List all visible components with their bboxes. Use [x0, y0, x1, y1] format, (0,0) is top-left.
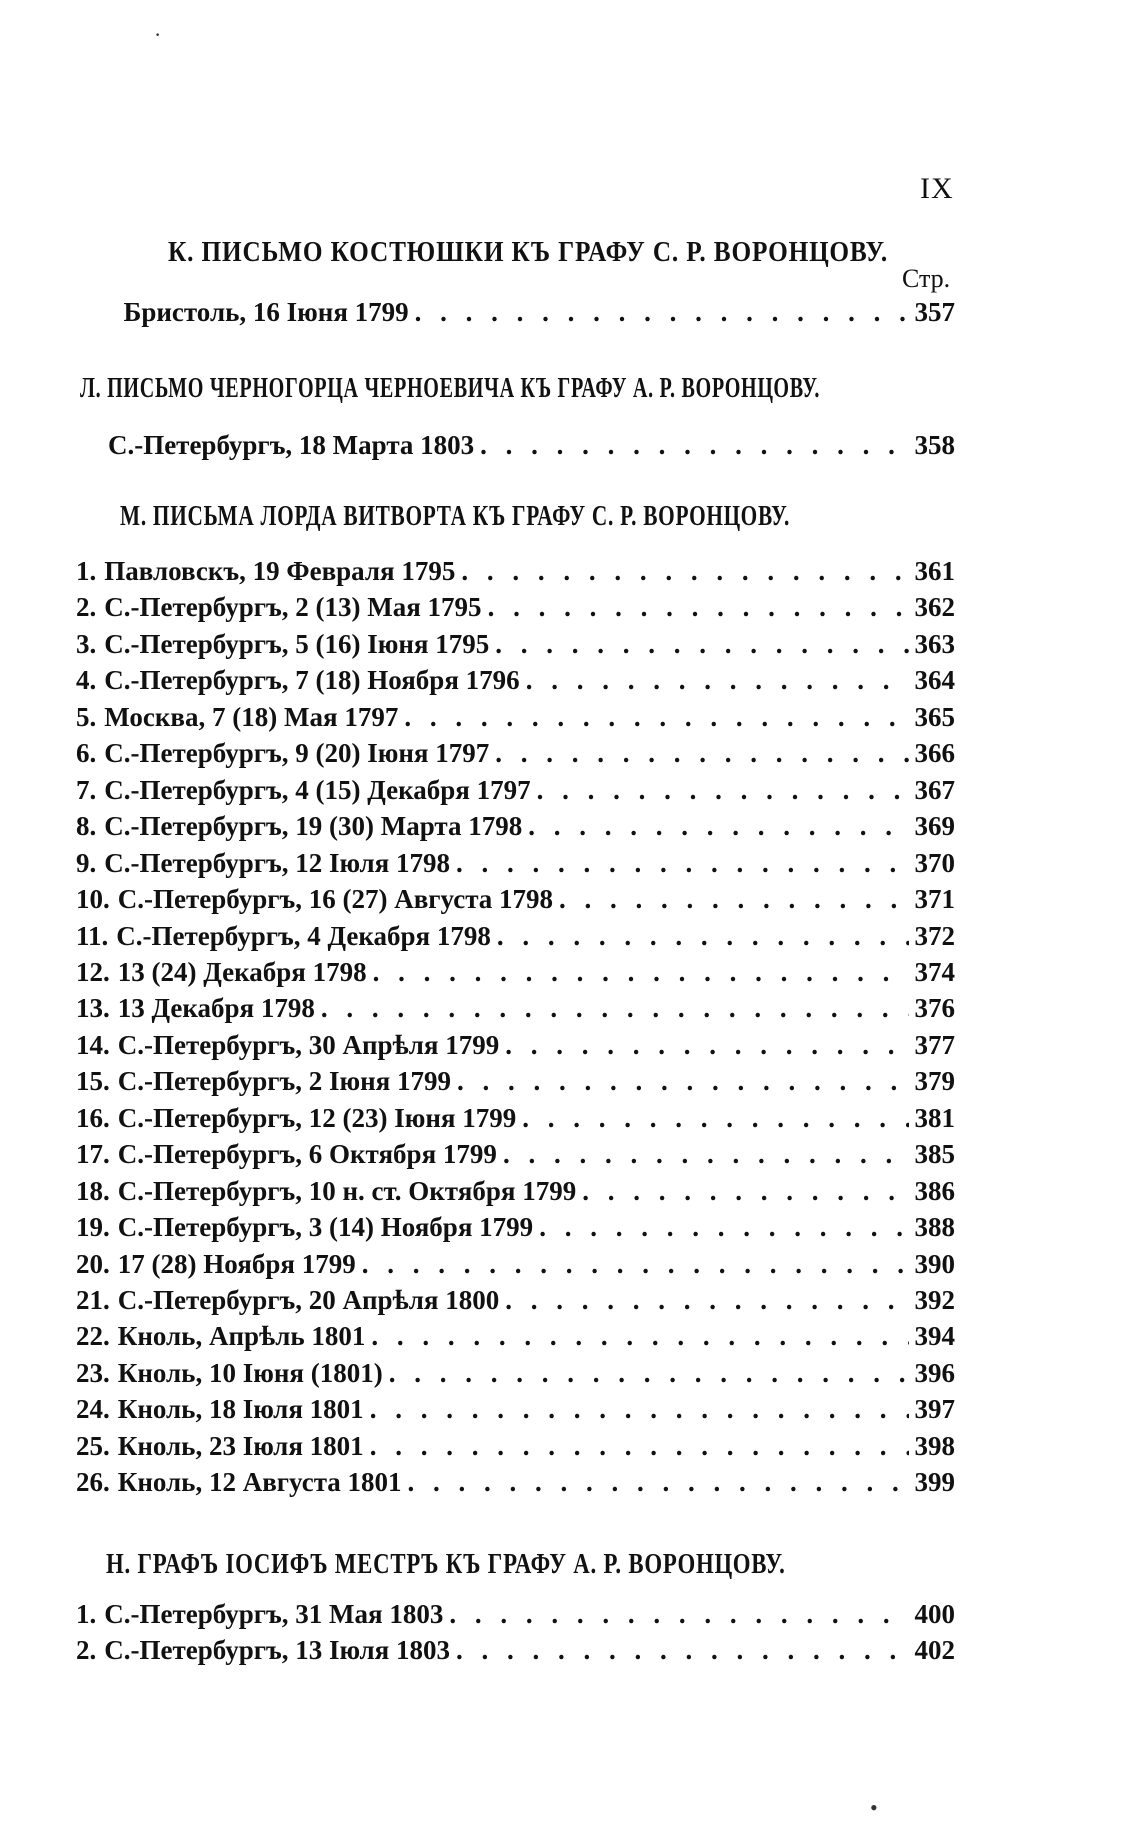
- entry-page: 402: [914, 1635, 955, 1665]
- toc-entry: [76, 592, 955, 626]
- entry-page: 357: [914, 297, 955, 327]
- print-speck: ·: [154, 22, 162, 47]
- entry-number: 19.: [76, 1212, 110, 1242]
- dot-leader: [537, 775, 909, 806]
- toc-entry: [76, 1467, 955, 1501]
- dot-leader: [449, 1599, 908, 1630]
- dot-leader: [389, 1358, 909, 1389]
- entry-page: 386: [914, 1176, 955, 1206]
- section-heading-k: К. ПИСЬМО КОСТЮШКИ КЪ ГРАФУ С. Р. ВОРОНЦОВУ.: [168, 236, 888, 268]
- entry-number: 14.: [76, 1030, 110, 1060]
- entry-number: 2.: [76, 592, 97, 622]
- entry-number: 20.: [76, 1249, 110, 1279]
- entry-number: 18.: [76, 1176, 110, 1206]
- section-heading-n: Н. ГРАФЪ ІОСИФЪ МЕСТРЪ КЪ ГРАФУ А. Р. ВОРОНЦОВУ.: [106, 1548, 786, 1580]
- entry-page: 365: [914, 702, 955, 732]
- entry-text: Бристоль, 16 Іюня 1799: [123, 297, 409, 327]
- section-heading-m: М. ПИСЬМА ЛОРДА ВИТВОРТА КЪ ГРАФУ С. Р. ВОРОНЦОВУ.: [120, 500, 791, 532]
- entry-page: 396: [914, 1358, 955, 1388]
- entry-number: 6.: [76, 738, 97, 768]
- dot-leader: [370, 1431, 909, 1462]
- entry-page: 366: [914, 738, 955, 768]
- toc-entry: [76, 1321, 955, 1355]
- entry-number: 26.: [76, 1467, 110, 1497]
- entry-page: 399: [914, 1467, 955, 1497]
- dot-leader: [371, 1321, 908, 1352]
- entry-text: С.-Петербургъ, 13 Іюля 1803: [104, 1635, 450, 1665]
- dot-leader: [495, 738, 908, 769]
- dot-leader: [370, 1394, 909, 1425]
- toc-entry: [76, 1030, 955, 1064]
- toc-entry: [76, 1103, 955, 1137]
- dot-leader: [497, 921, 909, 952]
- dot-leader: [505, 1285, 908, 1316]
- toc-entry: [76, 702, 955, 736]
- entry-number: 25.: [76, 1431, 110, 1461]
- entry-number: 8.: [76, 811, 97, 841]
- dot-leader: [457, 1066, 908, 1097]
- entry-page: 379: [914, 1066, 955, 1096]
- entry-number: 11.: [76, 921, 109, 951]
- entry-text: С.-Петербургъ, 7 (18) Ноября 1796: [104, 665, 520, 695]
- entry-number: 17.: [76, 1139, 110, 1169]
- entry-text: С.-Петербургъ, 12 Іюля 1798: [104, 848, 450, 878]
- toc-entry: [76, 1599, 955, 1633]
- entry-text: 13 (24) Декабря 1798: [117, 957, 367, 987]
- entry-page: 394: [914, 1321, 955, 1351]
- entry-text: С.-Петербургъ, 5 (16) Іюня 1795: [104, 629, 490, 659]
- entry-number: 10.: [76, 884, 110, 914]
- entry-text: С.-Петербургъ, 18 Марта 1803: [107, 430, 475, 460]
- toc-entry: [76, 1176, 955, 1210]
- entry-page: 363: [914, 629, 955, 659]
- entry-page: 397: [914, 1394, 955, 1424]
- entry-number: 16.: [76, 1103, 110, 1133]
- toc-entry: [76, 848, 955, 882]
- toc-entry: [100, 430, 955, 464]
- dot-leader: [522, 1103, 908, 1134]
- entry-text: Кноль, 10 Іюня (1801): [117, 1358, 383, 1388]
- toc-entry: [76, 775, 955, 809]
- toc-entry: [76, 1431, 955, 1465]
- toc-entry: [76, 1635, 955, 1669]
- entry-text: С.-Петербургъ, 20 Апрѣля 1800: [117, 1285, 500, 1315]
- entry-text: С.-Петербургъ, 12 (23) Іюня 1799: [117, 1103, 517, 1133]
- toc-entry: [76, 1066, 955, 1100]
- toc-entry: [76, 921, 955, 955]
- toc-entry: [76, 738, 955, 772]
- toc-entry: [120, 297, 955, 331]
- entry-page: 362: [914, 592, 955, 622]
- column-label: Стр.: [902, 264, 951, 293]
- entry-text: С.-Петербургъ, 30 Апрѣля 1799: [117, 1030, 500, 1060]
- entry-page: 374: [914, 957, 955, 987]
- dot-leader: [582, 1176, 908, 1207]
- dot-leader: [321, 993, 909, 1024]
- toc-entry: [76, 629, 955, 663]
- entry-text: 17 (28) Ноября 1799: [117, 1249, 356, 1279]
- toc-entry: [76, 884, 955, 918]
- entry-page: 376: [914, 993, 955, 1023]
- entry-text: Москва, 7 (18) Мая 1797: [104, 702, 399, 732]
- toc-entry: [76, 665, 955, 699]
- entry-number: 1.: [76, 1599, 97, 1629]
- dot-leader: [456, 1635, 909, 1666]
- entry-page: 398: [914, 1431, 955, 1461]
- entry-number: 3.: [76, 629, 97, 659]
- dot-leader: [488, 592, 909, 623]
- entry-page: 390: [914, 1249, 955, 1279]
- entry-number: 13.: [76, 993, 110, 1023]
- entry-number: 5.: [76, 702, 97, 732]
- dot-leader: [373, 957, 909, 988]
- entry-page: 369: [914, 811, 955, 841]
- dot-leader: [408, 1467, 909, 1498]
- entry-text: Кноль, 18 Іюля 1801: [117, 1394, 364, 1424]
- entry-number: 12.: [76, 957, 110, 987]
- toc-entry: [76, 1285, 955, 1319]
- entry-page: 377: [914, 1030, 955, 1060]
- dot-leader: [505, 1030, 908, 1061]
- entry-page: 381: [914, 1103, 955, 1133]
- entry-page: 371: [914, 884, 955, 914]
- entry-text: Павловскъ, 19 Февраля 1795: [104, 556, 456, 586]
- toc-entry: [76, 1212, 955, 1246]
- page-number: IX: [920, 172, 954, 205]
- entry-text: С.-Петербургъ, 2 Іюня 1799: [117, 1066, 452, 1096]
- dot-leader: [415, 297, 909, 328]
- entry-text: С.-Петербургъ, 31 Мая 1803: [104, 1599, 444, 1629]
- section-heading-l: Л. ПИСЬМО ЧЕРНОГОРЦА ЧЕРНОЕВИЧА КЪ ГРАФУ А. Р. ВОРОНЦОВУ.: [80, 372, 821, 404]
- entry-number: 7.: [76, 775, 97, 805]
- dot-leader: [539, 1212, 908, 1243]
- entry-page: 370: [914, 848, 955, 878]
- entry-text: С.-Петербургъ, 4 (15) Декабря 1797: [104, 775, 531, 805]
- entry-text: С.-Петербургъ, 10 н. ст. Октября 1799: [117, 1176, 577, 1206]
- entry-number: 21.: [76, 1285, 110, 1315]
- toc-entry: [76, 1139, 955, 1173]
- dot-leader: [559, 884, 908, 915]
- entry-text: С.-Петербургъ, 2 (13) Мая 1795: [104, 592, 482, 622]
- dot-leader: [480, 430, 908, 461]
- entry-text: Кноль, Апрѣль 1801: [117, 1321, 366, 1351]
- entry-text: С.-Петербургъ, 3 (14) Ноября 1799: [117, 1212, 534, 1242]
- dot-leader: [528, 811, 908, 842]
- entry-number: 4.: [76, 665, 97, 695]
- entry-number: 15.: [76, 1066, 110, 1096]
- entry-text: Кноль, 23 Іюля 1801: [117, 1431, 364, 1461]
- entry-text: С.-Петербургъ, 4 Декабря 1798: [116, 921, 491, 951]
- entry-text: С.-Петербургъ, 6 Октября 1799: [117, 1139, 497, 1169]
- entry-text: С.-Петербургъ, 16 (27) Августа 1798: [117, 884, 554, 914]
- dot-leader: [503, 1139, 909, 1170]
- entry-number: 23.: [76, 1358, 110, 1388]
- entry-page: 367: [914, 775, 955, 805]
- entry-number: 22.: [76, 1321, 110, 1351]
- entry-number: 1.: [76, 556, 97, 586]
- entry-page: 361: [914, 556, 955, 586]
- entry-number: 24.: [76, 1394, 110, 1424]
- entry-page: 385: [914, 1139, 955, 1169]
- entry-page: 358: [914, 430, 955, 460]
- dot-leader: [456, 848, 909, 879]
- toc-entry: [76, 556, 955, 590]
- entry-text: С.-Петербургъ, 9 (20) Іюня 1797: [104, 738, 490, 768]
- entry-number: 9.: [76, 848, 97, 878]
- dot-leader: [362, 1249, 909, 1280]
- entry-text: 13 Декабря 1798: [117, 993, 315, 1023]
- dot-leader: [404, 702, 908, 733]
- toc-entry: [76, 811, 955, 845]
- toc-entry: [76, 993, 955, 1027]
- toc-entry: [76, 1394, 955, 1428]
- entry-page: 388: [914, 1212, 955, 1242]
- entry-page: 364: [914, 665, 955, 695]
- entry-text: Кноль, 12 Августа 1801: [117, 1467, 402, 1497]
- print-speck: •: [870, 1795, 878, 1820]
- entry-page: 372: [914, 921, 955, 951]
- entry-text: С.-Петербургъ, 19 (30) Марта 1798: [104, 811, 523, 841]
- dot-leader: [495, 629, 908, 660]
- dot-leader: [526, 665, 909, 696]
- toc-entry: [76, 1249, 955, 1283]
- toc-entry: [76, 1358, 955, 1392]
- entry-page: 392: [914, 1285, 955, 1315]
- dot-leader: [461, 556, 908, 587]
- entry-number: 2.: [76, 1635, 97, 1665]
- toc-entry: [76, 957, 955, 991]
- entry-page: 400: [914, 1599, 955, 1629]
